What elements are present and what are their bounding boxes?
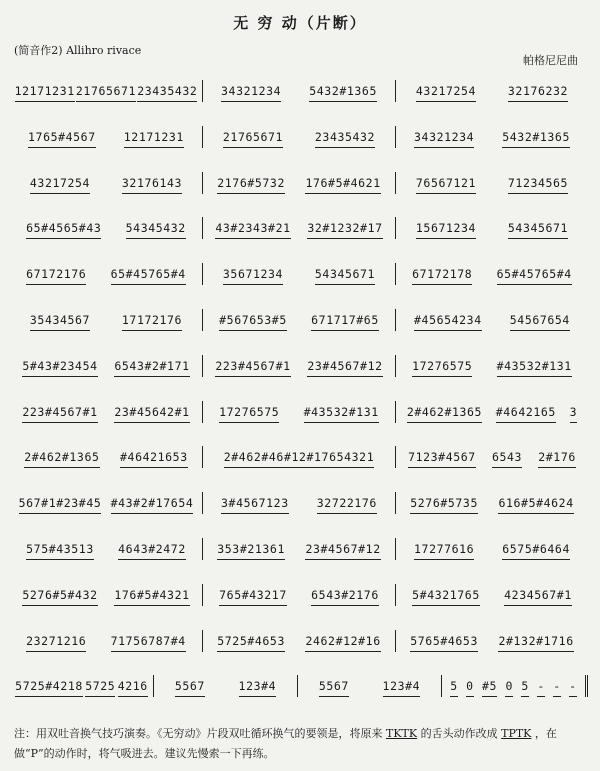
- note-group: -: [569, 679, 577, 697]
- note-group: 575#43513: [26, 542, 94, 560]
- note-group: 0: [466, 679, 474, 697]
- score-line: [14, 124, 588, 148]
- note-group: 65#4565#43: [26, 221, 101, 239]
- note-group: 123#4: [383, 679, 421, 697]
- note-group: 0: [505, 679, 513, 697]
- note-group: 616#5#4624: [498, 496, 573, 514]
- note-group: 5#43#23454: [22, 359, 97, 377]
- note-group: #5: [482, 679, 497, 697]
- note-group: 2462#12#16: [305, 634, 380, 652]
- measure: [14, 492, 202, 514]
- measure: [395, 172, 588, 194]
- note-group: 35671234: [223, 267, 283, 285]
- measure: [14, 630, 202, 652]
- measure: [14, 126, 202, 148]
- note-group: 5432#1365: [309, 84, 377, 102]
- note-group: 5276#5735: [410, 496, 478, 514]
- note-group: 65#45765#4: [497, 267, 572, 285]
- note-group: 35434567: [30, 313, 90, 331]
- score-line: [14, 261, 588, 285]
- note-group: 2176#5732: [217, 176, 285, 194]
- score-line: [14, 673, 588, 697]
- note-group: 223#4567#1: [215, 359, 290, 377]
- note-group: 671717#65: [311, 313, 379, 331]
- note-group: 71234565: [508, 176, 568, 194]
- note-group: 567#1#23#45: [19, 496, 102, 514]
- note-group: 5432#1365: [502, 130, 570, 148]
- score-line: [14, 444, 588, 468]
- note-group: 765#43217: [219, 588, 287, 606]
- note-group: 123#4: [239, 679, 277, 697]
- measure: [202, 492, 395, 514]
- score-line: [14, 582, 588, 606]
- note-group: 12171231: [124, 130, 184, 148]
- score-line: [14, 215, 588, 239]
- note-group: 17276575: [219, 405, 279, 423]
- note-group: 34321234: [414, 130, 474, 148]
- note-group: 21765671: [223, 130, 283, 148]
- note-group: 4234567#1: [504, 588, 572, 606]
- score-line: [14, 353, 588, 377]
- note-tktk: TKTK: [386, 727, 418, 740]
- measure: [395, 401, 588, 423]
- note-group: 2#462#46#12#17654321: [224, 450, 374, 468]
- note-group: 4643#2472: [118, 542, 186, 560]
- measure: [395, 492, 588, 514]
- note-group: 223#4567#1: [22, 405, 97, 423]
- measure: [14, 80, 202, 102]
- score-line: [14, 170, 588, 194]
- note-group: -: [553, 679, 561, 697]
- measure: [202, 584, 395, 606]
- note-group: #45654234: [414, 313, 482, 331]
- note-group: 5725#4653: [217, 634, 285, 652]
- measure: [202, 217, 395, 239]
- measure: [395, 355, 588, 377]
- score-line: [14, 399, 588, 423]
- note-group: -: [537, 679, 545, 697]
- note-group: 3: [570, 405, 578, 423]
- note-group: 23#4567#12: [307, 359, 382, 377]
- note-group: 67172176: [26, 267, 86, 285]
- score-line: [14, 628, 588, 652]
- measure: [14, 309, 202, 331]
- measure: [202, 80, 395, 102]
- note-group: 54345671: [315, 267, 375, 285]
- note-group: #43#2#17654: [111, 496, 194, 514]
- note-group: 17276575: [412, 359, 472, 377]
- note-group: 32176232: [508, 84, 568, 102]
- note-group: 6543#2176: [311, 588, 379, 606]
- composer-name: 帕格尼尼曲: [523, 54, 578, 67]
- measure: [202, 446, 395, 468]
- note-group: #43532#131: [497, 359, 572, 377]
- measure: [14, 446, 202, 468]
- measure: [14, 263, 202, 285]
- measure: [202, 401, 395, 423]
- measure: [441, 675, 588, 697]
- note-group: 43217254: [416, 84, 476, 102]
- score-line: [14, 490, 588, 514]
- note-group: 67172178: [412, 267, 472, 285]
- note-group: 5765#4653: [410, 634, 478, 652]
- note-group: 54345432: [126, 221, 186, 239]
- note-suffix: ，在做“P”的动作时，将气吸进去。建议先慢索一下再练。: [14, 727, 557, 760]
- note-group: 1765#4567: [28, 130, 96, 148]
- note-group: 3#4567123: [221, 496, 289, 514]
- measure: [14, 584, 202, 606]
- note-group: 176#5#4321: [114, 588, 189, 606]
- note-group: 5: [450, 679, 458, 697]
- measure: [395, 80, 588, 102]
- measure: [14, 538, 202, 560]
- note-group: 4216: [118, 679, 148, 697]
- note-group: 71756787#4: [111, 634, 186, 652]
- note-group: 43217254: [30, 176, 90, 194]
- note-group: 5#4321765: [412, 588, 480, 606]
- note-group: 353#21361: [217, 542, 285, 560]
- note-group: 17172176: [122, 313, 182, 331]
- measure: [202, 172, 395, 194]
- measure: [395, 630, 588, 652]
- note-group: 5725#4218: [15, 679, 83, 697]
- note-group: 5567: [319, 679, 349, 697]
- note-group: 17277616: [414, 542, 474, 560]
- note-group: 54345671: [508, 221, 568, 239]
- measure: [395, 126, 588, 148]
- measure: [202, 630, 395, 652]
- note-group: 5276#5#432: [22, 588, 97, 606]
- measure: [202, 309, 395, 331]
- measure: [395, 446, 588, 468]
- note-prefix: 注：用双吐音换气技巧演奏。《无穷动》片段双吐循环换气的要领是，将原来: [14, 727, 383, 740]
- note-group: 6575#6464: [502, 542, 570, 560]
- note-group: 32722176: [317, 496, 377, 514]
- note-group: 2#132#1716: [498, 634, 573, 652]
- note-group: 5567: [175, 679, 205, 697]
- note-group: 65#45765#4: [111, 267, 186, 285]
- note-group: 23435432: [137, 84, 197, 102]
- performance-note: [14, 724, 588, 764]
- measure: [202, 263, 395, 285]
- note-group: 76567121: [416, 176, 476, 194]
- score-line: [14, 536, 588, 560]
- note-group: 6543#2#171: [114, 359, 189, 377]
- measure: [14, 217, 202, 239]
- score-line: [14, 307, 588, 331]
- note-group: 176#5#4621: [305, 176, 380, 194]
- note-group: 34321234: [221, 84, 281, 102]
- measure: [395, 217, 588, 239]
- measure: [202, 355, 395, 377]
- measure: [202, 538, 395, 560]
- note-group: #46421653: [120, 450, 188, 468]
- note-group: 2#176: [538, 450, 576, 468]
- note-group: 21765671: [76, 84, 136, 102]
- measure: [14, 401, 202, 423]
- note-group: 32176143: [122, 176, 182, 194]
- note-group: 7123#4567: [408, 450, 476, 468]
- note-tptk: TPTK: [501, 727, 532, 740]
- note-group: 23271216: [26, 634, 86, 652]
- note-group: 32#1232#17: [307, 221, 382, 239]
- note-group: 5: [521, 679, 529, 697]
- measure: [14, 172, 202, 194]
- note-group: 12171231: [15, 84, 75, 102]
- score-title: 无 穷 动（片断）: [233, 14, 367, 32]
- measure: [395, 263, 588, 285]
- note-group: 6543: [492, 450, 522, 468]
- measure: [395, 309, 588, 331]
- measure: [14, 675, 153, 697]
- note-group: 2#462#1365: [24, 450, 99, 468]
- note-group: #43532#131: [304, 405, 379, 423]
- measure: [14, 355, 202, 377]
- note-mid: 的舌头动作改成: [420, 727, 498, 740]
- note-group: 54567654: [510, 313, 570, 331]
- score-subtitle: (简音作2) Allihro rivace: [14, 44, 142, 57]
- score-line: [14, 78, 588, 102]
- note-group: 23#4567#12: [305, 542, 380, 560]
- measure: [297, 675, 441, 697]
- note-group: #567653#5: [219, 313, 287, 331]
- measure: [202, 126, 395, 148]
- note-group: 2#462#1365: [407, 405, 482, 423]
- note-group: 15671234: [416, 221, 476, 239]
- note-group: 23#45642#1: [114, 405, 189, 423]
- note-group: 5725: [85, 679, 115, 697]
- measure: [395, 584, 588, 606]
- measure: [395, 538, 588, 560]
- note-group: #4642165: [496, 405, 556, 423]
- measure: [153, 675, 297, 697]
- note-group: 43#2343#21: [215, 221, 290, 239]
- note-group: 23435432: [315, 130, 375, 148]
